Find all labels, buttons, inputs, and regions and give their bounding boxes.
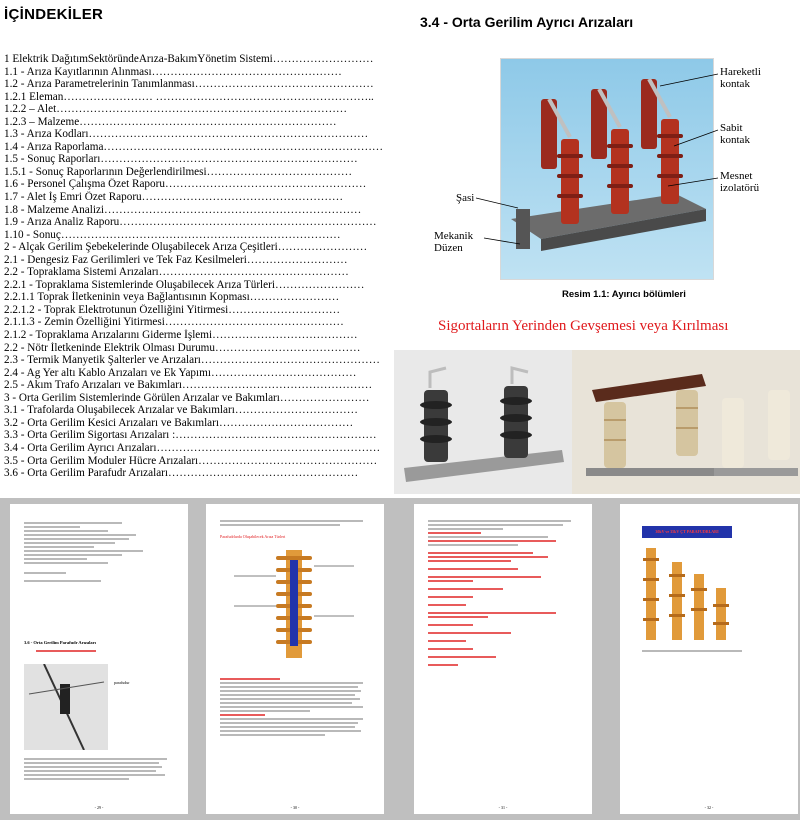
thumbnail-page-30[interactable]	[206, 504, 384, 814]
toc-entry[interactable]	[4, 467, 392, 480]
label-sasi: Şasi	[456, 192, 475, 204]
thumbnail-label: parafudur	[114, 680, 130, 685]
toc-entry[interactable]	[4, 153, 392, 166]
toc-entry[interactable]	[4, 291, 392, 304]
section-title: 3.4 - Orta Gerilim Ayrıcı Arızaları	[420, 14, 634, 30]
toc-leader-dots: …………………………	[228, 303, 341, 316]
toc-entry-title: 1.8 - Malzeme Analizi	[4, 203, 105, 216]
toc-entry[interactable]	[4, 266, 392, 279]
toc-entry-title: 1.5 - Sonuç Raporları	[4, 153, 101, 166]
toc-leader-dots: ……………………………	[234, 404, 358, 417]
thumbnail-text-block	[220, 518, 370, 528]
toc-entry[interactable]	[4, 442, 392, 455]
toc-entry[interactable]	[4, 404, 392, 417]
page-number: - 31 -	[498, 805, 508, 810]
thumbnail-body-text	[220, 676, 370, 738]
toc-entry-title: 1.5.1 - Sonuç Raporlarının Değerlendirilmesi	[4, 165, 207, 178]
toc-leader-dots: ……………………………………………	[182, 379, 373, 392]
toc-entry-title: 1.2.2 – Alet	[4, 103, 57, 116]
thumbnail-heading: 3.6 - Orta Gerilim Parafudr Arızaları	[24, 640, 96, 645]
thumbnail-text-block	[428, 518, 578, 668]
toc-entry-title: 2.2.1 - Topraklama Sistemlerinde Oluşabilecek Arıza Türleri	[4, 278, 275, 291]
fuse-photo-right	[572, 350, 800, 494]
toc-leader-dots: …………………………………………………………………	[60, 228, 341, 241]
toc-leader-dots: …………………………………………	[198, 454, 378, 467]
fuse-photo-left	[394, 350, 572, 494]
toc-entry[interactable]	[4, 429, 392, 442]
toc-entry[interactable]	[4, 204, 392, 217]
toc-entry-title: 3.2 - Orta Gerilim Kesici Arızaları ve Bakımları	[4, 416, 219, 429]
toc-entry-title: 3.1 - Trafolarda Oluşabilecek Arızalar ve Bakımları	[4, 404, 235, 417]
toc-entry-title: 2.1 - Dengesiz Faz Gerilimleri ve Tek Faz Kesilmeleri	[4, 253, 247, 266]
thumbnail-heading: Parafudrlarda Oluşabilecek Arıza Türleri	[220, 534, 286, 539]
toc-leader-dots: …………………………………………………………………	[88, 128, 369, 141]
thumbnail-heading: 30kV ve 35kV ÇT PARAFUDRLARI	[642, 526, 732, 538]
toc-entry[interactable]	[4, 66, 392, 79]
section-3-4-page	[398, 0, 800, 345]
toc-leader-dots: ……………………………………………………………	[79, 115, 337, 128]
toc-entry-title: 2.2.1.1 Toprak İletkeninin veya Bağlantısının Kopması	[4, 291, 250, 304]
toc-entry-title: 1.7 - Alet İş Emri Özet Raporu	[4, 191, 142, 204]
toc-leader-dots: ……………………………………………………………………	[56, 103, 348, 116]
toc-leader-dots: ……………………………………………………………	[100, 153, 358, 166]
toc-entry-title: 1.10 - Sonuç	[4, 228, 61, 241]
toc-leader-dots: …………………………………	[212, 329, 358, 342]
toc-page	[0, 0, 396, 498]
toc-leader-dots: ………………………………………………	[141, 191, 344, 204]
label-hareketli-kontak: Hareketli kontak	[720, 66, 761, 90]
toc-entry-title: 1.4 - Arıza Raporlama	[4, 140, 104, 153]
thumbnail-arrester-diagram	[224, 546, 364, 664]
toc-leader-dots: …………………………………	[210, 366, 357, 379]
toc-leader-dots: ……………………	[274, 278, 365, 291]
figure-caption: Resim 1.1: Ayırıcı bölümleri	[562, 289, 686, 300]
toc-entry[interactable]	[4, 417, 392, 430]
toc-entry-title: 1.3 - Arıza Kodları	[4, 128, 89, 141]
toc-leader-dots: ……………………	[277, 241, 368, 254]
toc-leader-dots: …………………………………………………………………	[103, 140, 384, 153]
toc-entry[interactable]	[4, 128, 392, 141]
toc-entry[interactable]	[4, 329, 392, 342]
page-number: - 32 -	[704, 805, 714, 810]
toc-entry[interactable]	[4, 103, 392, 116]
thumbnail-photo	[24, 664, 108, 750]
toc-entry-title: 2.2.1.2 - Toprak Elektrotunun Özelliğini Yitirmesi	[4, 303, 229, 316]
thumbnail-page-29[interactable]	[10, 504, 188, 814]
page-thumbnail-strip	[0, 498, 800, 820]
toc-leader-dots: …………………… …………………………………………………..	[63, 90, 374, 103]
page-number: - 30 -	[290, 805, 300, 810]
toc-entry[interactable]	[4, 141, 392, 154]
toc-entry[interactable]	[4, 216, 392, 229]
toc-entry[interactable]	[4, 379, 392, 392]
toc-leader-dots: ………………………………	[218, 416, 354, 429]
thumbnail-captions	[642, 648, 742, 654]
toc-leader-dots: …………………………………………	[194, 78, 374, 91]
label-sabit-kontak: Sabit kontak	[720, 122, 750, 146]
toc-entry-title: 3.5 - Orta Gerilim Moduler Hücre Arızaları	[4, 454, 199, 467]
toc-entry-title: 1.6 - Personel Çalışma Özet Raporu	[4, 178, 165, 191]
thumbnail-page-32[interactable]	[620, 504, 798, 814]
toc-title: İÇİNDEKİLER	[4, 6, 104, 23]
toc-entry-title: 2.5 - Akım Trafo Arızaları ve Bakımları	[4, 379, 183, 392]
toc-entry-title: 1 Elektrik DağıtımSektöründeArıza-BakımYönetim Sistemi	[4, 53, 273, 65]
disconnector-photo	[500, 58, 714, 280]
toc-leader-dots: ………………………	[246, 253, 348, 266]
toc-entry[interactable]	[4, 229, 392, 242]
toc-leader-dots: …………………………………………	[164, 316, 344, 329]
label-mekanik-duzen: Mekanik Düzen	[434, 230, 474, 254]
toc-leader-dots: ……………………………………………	[158, 266, 349, 279]
toc-entry-title: 1.2.1 Eleman	[4, 90, 64, 103]
thumbnail-page-31[interactable]	[414, 504, 592, 814]
toc-entry[interactable]	[4, 78, 392, 91]
toc-entry[interactable]	[4, 392, 392, 405]
toc-entry-title: 3 - Orta Gerilim Sistemlerinde Görülen Arızalar ve Bakımları	[4, 391, 280, 404]
toc-entry[interactable]	[4, 304, 392, 317]
toc-leader-dots: ……………………………………………………	[156, 441, 381, 454]
toc-entry[interactable]	[4, 367, 392, 380]
toc-entry[interactable]	[4, 191, 392, 204]
toc-entry-title: 2.1.1.3 - Zemin Özelliğini Yitirmesi	[4, 316, 165, 329]
toc-leader-dots: ………………………………………………	[175, 429, 377, 442]
toc-entry-title: 1.9 - Arıza Analiz Raporu	[4, 216, 120, 229]
toc-leader-dots: ……………………………………………………………	[119, 216, 377, 229]
label-mesnet-izolatoru: Mesnet izolatörü	[720, 170, 760, 194]
toc-entry[interactable]	[4, 316, 392, 329]
toc-entry-title: 2.2 - Topraklama Sistemi Arızaları	[4, 266, 159, 279]
toc-entry[interactable]	[4, 241, 392, 254]
toc-entry-title: 2.1.2 - Topraklama Arızalarını Giderme İşlemi	[4, 329, 213, 342]
toc-entry-title: 3.6 - Orta Gerilim Parafudr Arızaları	[4, 467, 169, 480]
thumbnail-arrester-photos	[642, 544, 742, 644]
toc-entry[interactable]	[4, 116, 392, 129]
thumbnail-bottom-text	[24, 756, 174, 782]
toc-entry-title: 2 - Alçak Gerilim Şebekelerinde Oluşabilecek Arıza Çeşitleri	[4, 241, 278, 254]
disconnector-illustration	[501, 59, 715, 281]
toc-entry[interactable]	[4, 279, 392, 292]
toc-leader-dots: …………………………………………	[200, 354, 380, 367]
toc-list	[4, 53, 392, 480]
toc-leader-dots: …………………………………	[214, 341, 361, 354]
toc-entry[interactable]	[4, 53, 392, 66]
thumbnail-red-line	[36, 650, 96, 652]
toc-leader-dots: ……………………	[249, 291, 340, 304]
page-number: - 29 -	[94, 805, 104, 810]
toc-entry[interactable]	[4, 455, 392, 468]
toc-leader-dots: …………………………………	[206, 165, 353, 178]
toc-entry[interactable]	[4, 91, 392, 104]
toc-entry[interactable]	[4, 178, 392, 191]
toc-entry[interactable]	[4, 354, 392, 367]
fuse-heading: Sigortaların Yerinden Gevşemesi veya Kırılması	[438, 318, 729, 334]
toc-entry-title: 2.3 - Termik Manyetik Şalterler ve Arızaları	[4, 354, 201, 367]
toc-leader-dots: ………………………………………………	[164, 178, 367, 191]
toc-leader-dots: ……………………………………………	[151, 65, 342, 78]
toc-entry-title: 1.2 - Arıza Parametrelerinin Tanımlanması	[4, 78, 195, 91]
toc-entry[interactable]	[4, 166, 392, 179]
toc-entry-title: 2.2 - Nötr İletkeninde Elektrik Olması Durumu	[4, 341, 215, 354]
fuse-base-illustration	[572, 350, 800, 494]
toc-entry-title: 1.2.3 – Malzeme	[4, 115, 80, 128]
toc-leader-dots: ……………………	[279, 391, 370, 404]
toc-leader-dots: ………………………	[272, 53, 374, 65]
toc-entry-title: 2.4 - Ag Yer altı Kablo Arızaları ve Ek Yapımı	[4, 366, 211, 379]
toc-entry-title: 3.3 - Orta Gerilim Sigortası Arızaları :	[4, 429, 176, 442]
toc-entry-title: 3.4 - Orta Gerilim Ayrıcı Arızaları	[4, 441, 157, 454]
toc-leader-dots: ……………………………………………	[168, 467, 359, 480]
toc-entry[interactable]	[4, 342, 392, 355]
toc-leader-dots: ……………………………………………………………	[104, 203, 362, 216]
thumbnail-text-block	[24, 520, 164, 584]
fuse-holder-illustration	[394, 350, 572, 494]
toc-entry-title: 1.1 - Arıza Kayıtlarının Alınması	[4, 65, 152, 78]
toc-entry[interactable]	[4, 254, 392, 267]
